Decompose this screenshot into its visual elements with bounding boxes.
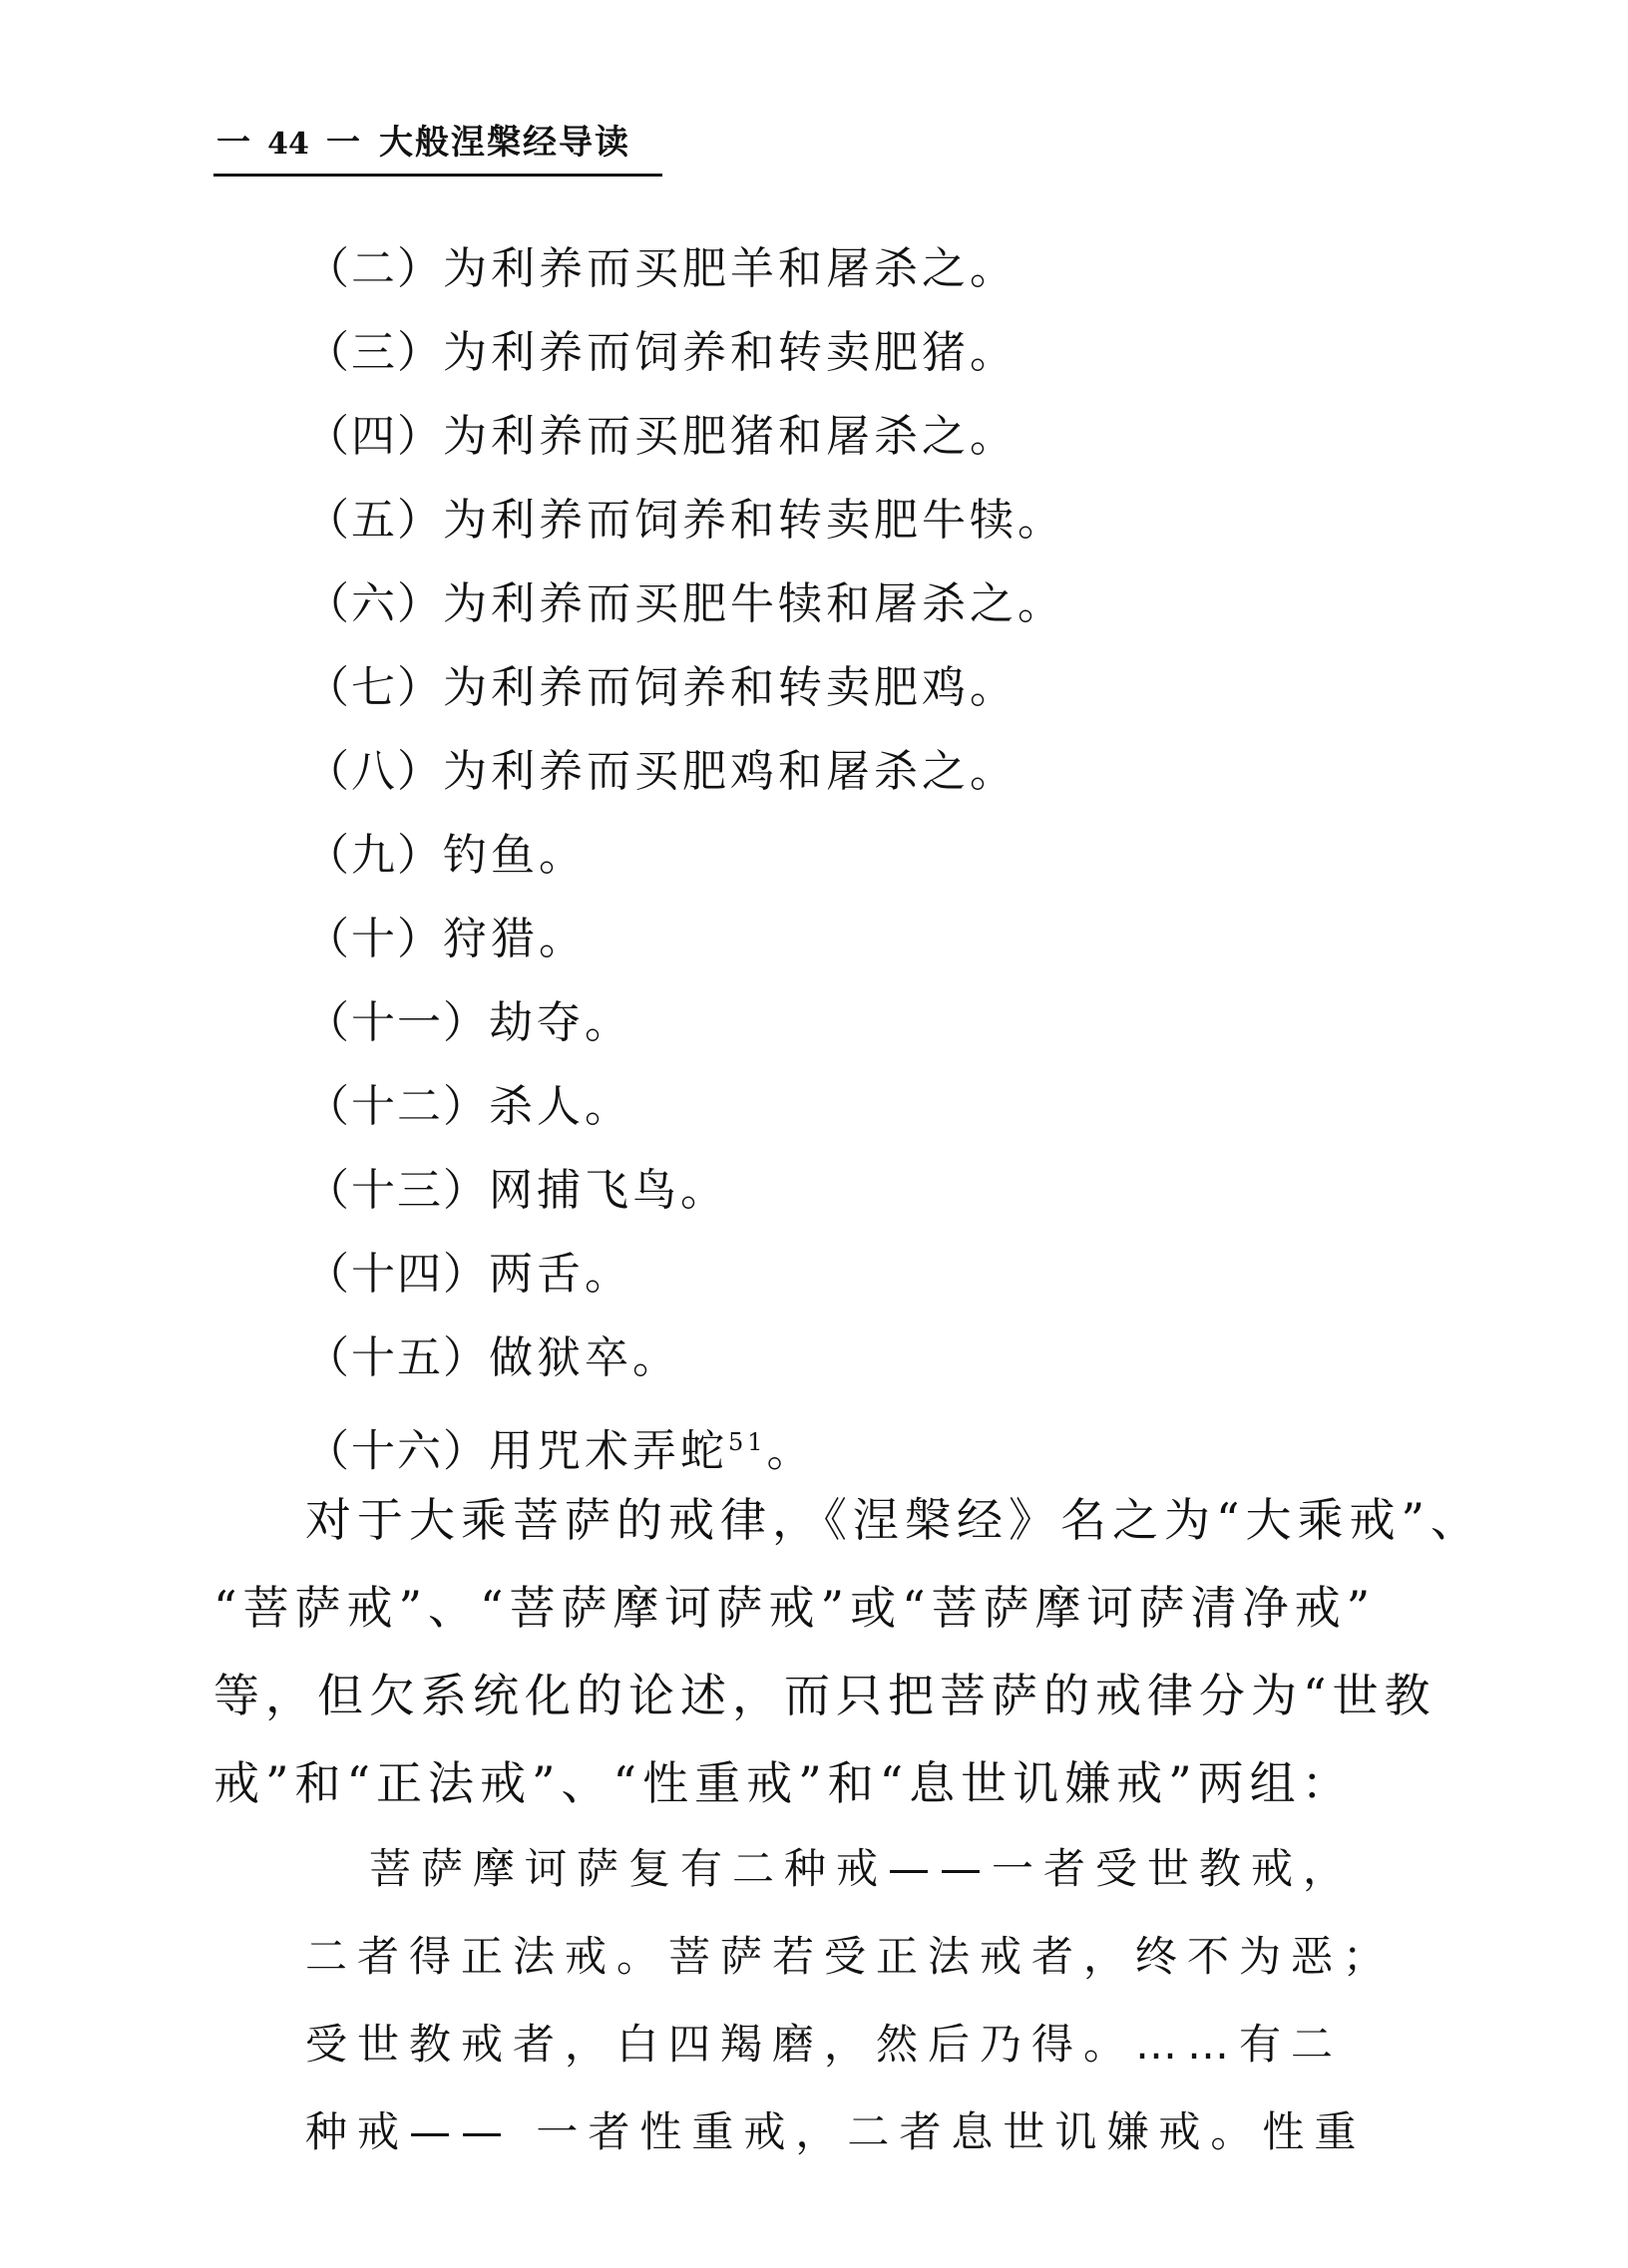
list-item-text: 为利养而饲养和转卖肥鸡。 [443, 662, 1018, 713]
list-item-text: 做狱卒。 [489, 1332, 680, 1383]
list-item-text: 为利养而饲养和转卖肥猪。 [443, 327, 1018, 378]
footnote-marker[interactable]: 51 [728, 1428, 767, 1456]
list-item [305, 898, 1065, 981]
list-item-label: （十二） [305, 1081, 489, 1132]
list-item [305, 981, 1065, 1065]
list-item-text: 为利养而买肥牛犊和屠杀之。 [443, 578, 1065, 629]
list-item-label: （三） [305, 327, 443, 378]
list-item-text: 为利养而买肥鸡和屠杀之。 [443, 746, 1018, 797]
running-header [213, 118, 662, 177]
list-item-label: （十四） [305, 1249, 489, 1300]
list-item-label: （十三） [305, 1165, 489, 1216]
block-quote [305, 1825, 1396, 2176]
book-title: 大般涅槃经导读 [379, 123, 630, 163]
list-item [305, 814, 1065, 898]
list-item-text: 为利养而买肥猪和屠杀之。 [443, 411, 1018, 462]
list-item-text: 杀人。 [489, 1081, 632, 1132]
list-item-text: 网捕飞鸟。 [489, 1165, 728, 1216]
header-dash-left: 一 [216, 123, 250, 163]
quote-line: 受世教戒者，白四羯磨，然后乃得。……有二 [305, 2020, 1344, 2069]
list-item [305, 1233, 1065, 1317]
list-item-text: 钓鱼。 [443, 830, 587, 881]
list-item-label: （十一） [305, 997, 489, 1048]
list-item-label: （七） [305, 662, 443, 713]
list-item-text: 劫夺。 [489, 997, 632, 1048]
list-item-label: （九） [305, 830, 443, 881]
page-number: 44 [267, 127, 309, 162]
paragraph-line: 等，但欠系统化的论述，而只把菩萨的戒律分为“世教 [213, 1669, 1436, 1722]
list-item-text: 两舌。 [489, 1249, 632, 1300]
quote-line: 菩萨摩诃萨复有二种戒——一者受世教戒， [369, 1844, 1356, 1893]
list-item-label: （十） [305, 914, 443, 964]
paragraph-line: 对于大乘菩萨的戒律，《涅槃经》名之为“大乘戒”、 [305, 1493, 1483, 1547]
quote-line: 种戒—— 一者性重戒，二者息世讥嫌戒。性重 [305, 2107, 1367, 2156]
list-item-text: 为利养而饲养和转卖肥牛犊。 [443, 495, 1065, 546]
list-item [305, 227, 1065, 311]
paragraph-line: 戒”和“正法戒”、“性重戒”和“息世讥嫌戒”两组： [213, 1756, 1354, 1810]
list-item [305, 563, 1065, 646]
list-item [305, 479, 1065, 563]
list-item-label: （四） [305, 411, 443, 462]
list-item-label: （六） [305, 578, 443, 629]
list-item-end-punct: 。 [766, 1425, 815, 1477]
enumerated-list [305, 227, 1065, 1484]
list-item [305, 1317, 1065, 1400]
list-item-label: （五） [305, 495, 443, 546]
list-item-label: （十六） [305, 1425, 489, 1477]
list-item [305, 1400, 1065, 1484]
list-item-text: 狩猎。 [443, 914, 587, 964]
header-dash-right: 一 [326, 123, 360, 163]
list-item-label: （八） [305, 746, 443, 797]
list-item [305, 311, 1065, 395]
list-item [305, 1149, 1065, 1233]
paragraph-line: “菩萨戒”、“菩萨摩诃萨戒”或“菩萨摩诃萨清净戒” [213, 1581, 1377, 1635]
quote-line: 二者得正法戒。菩萨若受正法戒者，终不为恶； [305, 1932, 1396, 1981]
list-item [305, 646, 1065, 730]
list-item [305, 1065, 1065, 1149]
body-paragraph [213, 1476, 1483, 1827]
list-item-label: （二） [305, 243, 443, 294]
list-item-label: （十五） [305, 1332, 489, 1383]
list-item [305, 730, 1065, 814]
list-item [305, 395, 1065, 479]
list-item-text: 用咒术弄蛇 [489, 1425, 728, 1477]
list-item-text: 为利养而买肥羊和屠杀之。 [443, 243, 1018, 294]
